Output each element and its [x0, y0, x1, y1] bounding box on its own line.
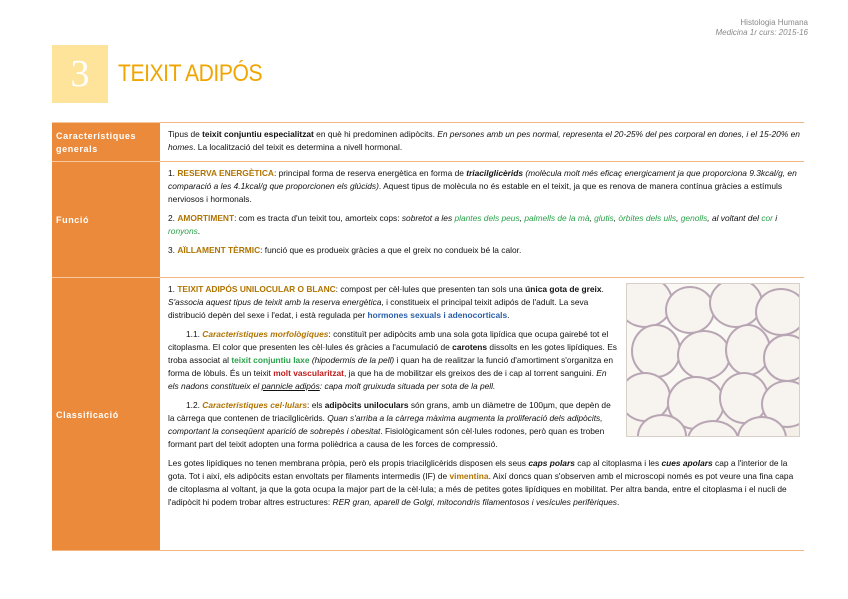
- chapter-number: 3: [52, 45, 108, 103]
- header-course: Histologia Humana: [740, 18, 808, 27]
- row-label: Característiques generals: [52, 123, 160, 162]
- paragraph: Les gotes lipídiques no tenen membrana pròpia, però els propis triacilglicèrids disposen els seus caps polars cap al citoplasma i les cues apolars cap a l'interior de la gota. Tot i així, els adipòcits estan envoltats per filaments intermedis (IF) de vimentina. Així doncs quan s'observen amb el microscopi només es pot veure una fina capa de citoplasma al voltant, ja que la gota ocupa la major part de la cèl·lula; a més de petites gotes lipídiques en mobilitat. Per altra banda, entre el citoplasma i el nucli de l'adipòcit hi podem trobar altres estructures: RER gran, aparell de Golgi, mitocondris filamentosos i vesícules perifèriques.: [168, 458, 794, 507]
- row-label: Funció: [52, 162, 160, 278]
- content-table: [52, 122, 804, 551]
- row-content: [160, 162, 804, 278]
- paragraph: 1.2. Característiques cel·lulars: els adipòcits uniloculars són grans, amb un diàmetre de 100µm, que depèn de la càrrega que contenen de triacilglicèrids. Quan s'arriba a la càrrega màxima augmenta la proliferació dels adipòcits, comportant la conseqüent aparició de sobrepès i obesitat. Fisiològicament són cèl·lules rodones, però quan es troben formant part del teixit adopten una forma polièdrica a causa de les forces de compressió.: [168, 400, 611, 449]
- row-caracteristiques: [52, 123, 804, 162]
- row-content: Tipus de teixit conjuntiu especialitzat en què hi predominen adipòcits. En persones amb un pes normal, representa el 20-25% del pes corporal en dones, i el 15-20% en homes. La localització del teixit es determina a nivell hormonal.: [160, 123, 804, 162]
- adipose-tissue-micrograph: [626, 283, 800, 437]
- paragraph: 1. TEIXIT ADIPÓS UNILOCULAR O BLANC: compost per cèl·lules que presenten tan sols una única gota de greix. S'associa aquest tipus de teixit amb la reserva energètica, i constitueix el principal teixit adipós de l'adult. La seva distribució depèn del sexe i l'edat, i està regulada per hormones sexuals i adenocorticals.: [168, 284, 604, 320]
- running-header: [716, 18, 809, 38]
- paragraph: 1. RESERVA ENERGÈTICA: principal forma de reserva energètica en forma de triacilglicèrids (molècula molt més eficaç energicament ja que proporciona 9.3kcal/g, en comparació a les 4.1kcal/g que proporcionen els glúcids). Aquest tipus de molècula no és estable en el teixit, ja que es renova de manera contínua gràcies a estímuls nerviosos i hormonals.: [168, 168, 797, 204]
- paragraph: 1.1. Característiques morfològiques: constituït per adipòcits amb una sola gota lipídica que ocupa gairebé tot el citoplasma. El color que presenten les cèl·lules és gràcies a l'acumulació de carotens dissolts en les gotes lipídiques. Es troba associat al teixit conjuntiu laxe (hipodermis de la pell) i quan ha de realitzar la funció d'amortiment s'organitza en forma de lòbuls. És un teixit molt vascularitzat, ja que ha de mobilitzar els greixos des de i cap al torrent sanguini. En els nadons constitueix el pannicle adipós: capa molt gruixuda situada per sota de la pell.: [168, 329, 617, 391]
- row-funcio: [52, 162, 804, 278]
- chapter-title: TEIXIT ADIPÓS: [118, 60, 263, 87]
- paragraph: 2. AMORTIMENT: com es tracta d'un teixit tou, amorteix cops: sobretot a les plantes dels peus, palmells de la mà, glutis, òrbites dels ulls, genolls, al voltant del cor i ronyons.: [168, 213, 778, 236]
- row-label: Classificació: [52, 278, 160, 551]
- header-subtitle: Medicina 1r curs: 2015-16: [715, 28, 808, 37]
- row-classificacio: [52, 278, 804, 551]
- paragraph: 3. AÏLLAMENT TÈRMIC: funció que es produeix gràcies a que el greix no condueix bé la calor.: [168, 245, 522, 255]
- row-content: [160, 278, 804, 551]
